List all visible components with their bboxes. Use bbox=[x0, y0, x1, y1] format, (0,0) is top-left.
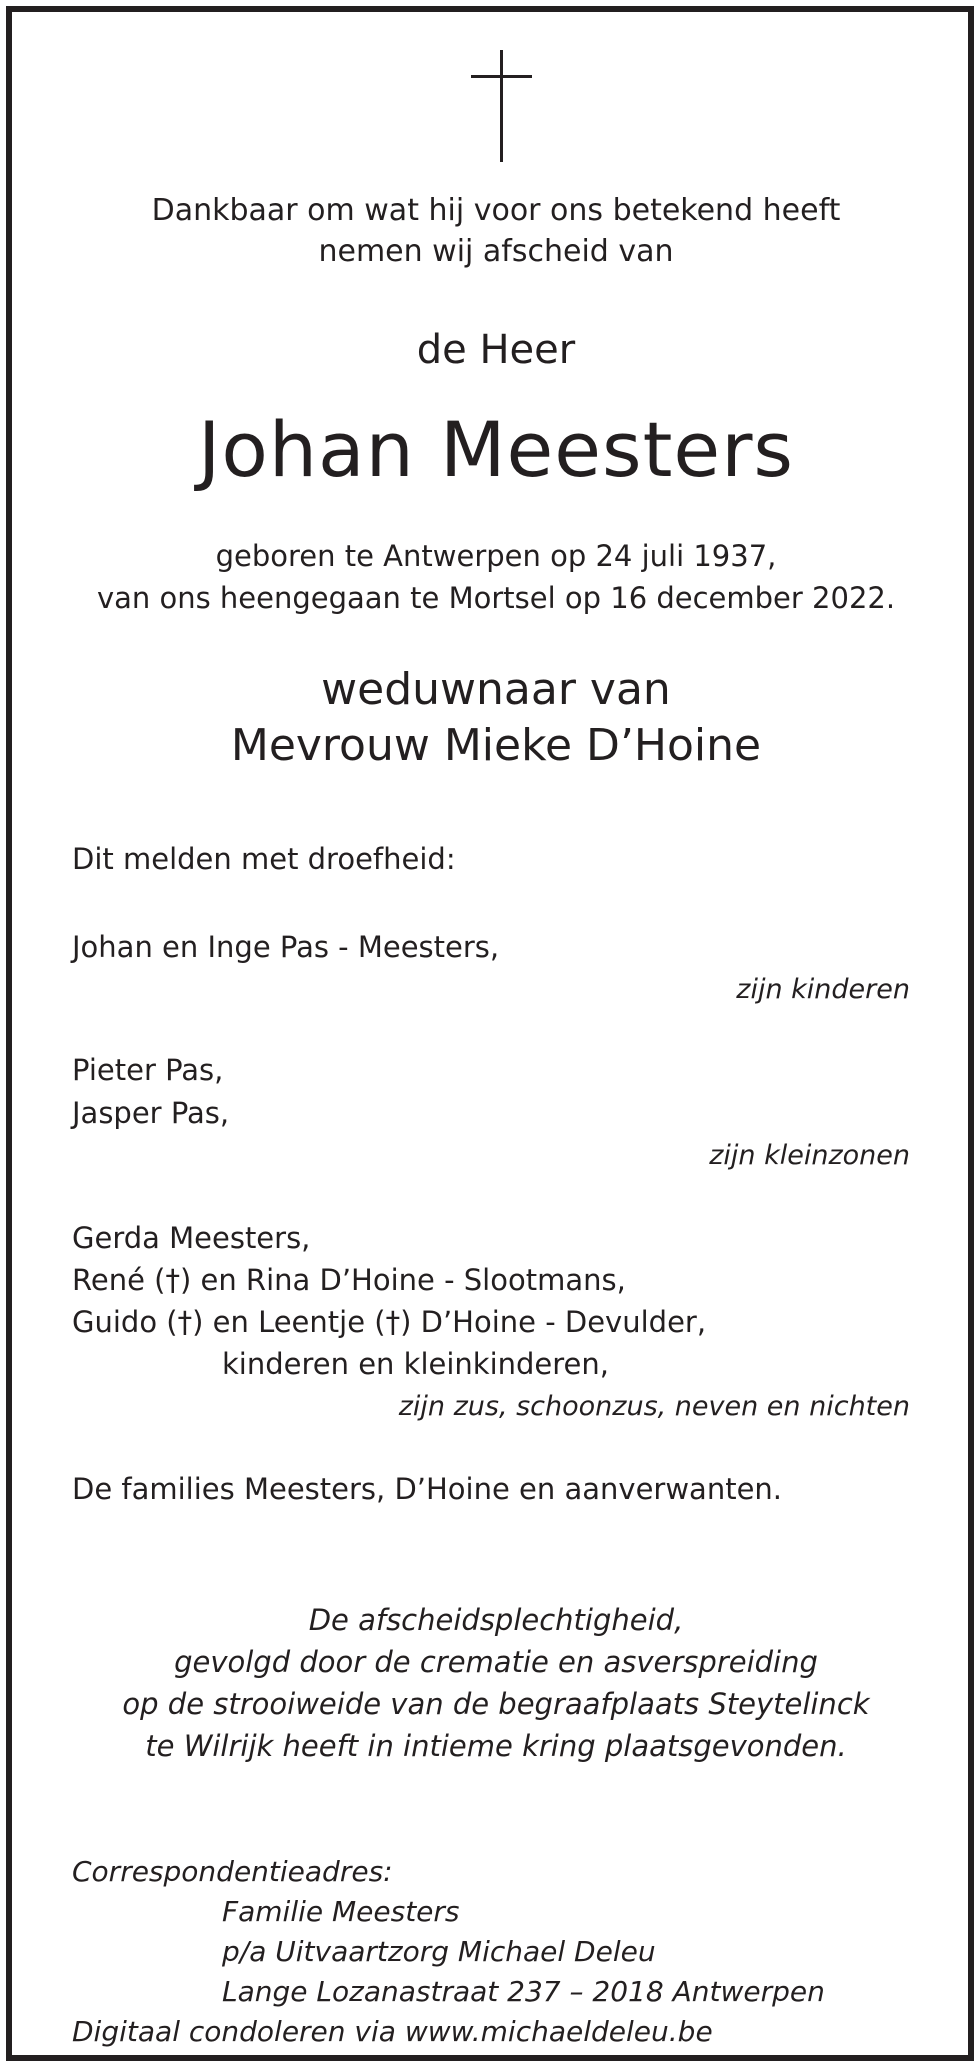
correspondence-line: Familie Meesters bbox=[222, 1895, 460, 1928]
deceased-name: Johan Meesters bbox=[197, 405, 795, 494]
sibling-name: Gerda Meesters, bbox=[72, 1221, 311, 1255]
widow-label: weduwnaar van bbox=[321, 664, 671, 715]
siblings-extra: kinderen en kleinkinderen, bbox=[222, 1347, 609, 1381]
spouse-name: Mevrouw Mieke D’Hoine bbox=[230, 720, 762, 771]
ceremony-line: te Wilrijk heeft in intieme kring plaatsgevonden. bbox=[145, 1729, 847, 1763]
online-condolence: Digitaal condoleren via www.michaeldeleu.be bbox=[72, 2015, 713, 2048]
ceremony-text bbox=[12, 1599, 980, 1767]
intro-line-2: nemen wij afscheid van bbox=[318, 234, 674, 269]
intro-text bbox=[12, 190, 980, 272]
children-relation: zijn kinderen bbox=[736, 974, 910, 1005]
life-dates bbox=[12, 535, 980, 619]
obituary-frame bbox=[6, 6, 974, 2061]
children-names: Johan en Inge Pas - Meesters, bbox=[72, 930, 500, 964]
grandson-name: Jasper Pas, bbox=[72, 1096, 230, 1130]
intro-line-1: Dankbaar om wat hij voor ons betekend heeft bbox=[151, 193, 841, 228]
ceremony-line: op de strooiweide van de begraafplaats Steytelinck bbox=[122, 1687, 870, 1721]
siblings-relation: zijn zus, schoonzus, neven en nichten bbox=[398, 1391, 910, 1422]
ceremony-line: De afscheidsplechtigheid, bbox=[308, 1603, 684, 1637]
death-line: van ons heengegaan te Mortsel op 16 december 2022. bbox=[96, 581, 896, 615]
ceremony-line: gevolgd door de crematie en asverspreiding bbox=[174, 1645, 818, 1679]
birth-line: geboren te Antwerpen op 24 juli 1937, bbox=[215, 539, 777, 573]
families-line: De families Meesters, D’Hoine en aanverwanten. bbox=[72, 1472, 783, 1506]
honorific: de Heer bbox=[416, 327, 576, 373]
grandson-name: Pieter Pas, bbox=[72, 1053, 224, 1087]
announce-text: Dit melden met droefheid: bbox=[72, 842, 456, 876]
sibling-name: René (†) en Rina D’Hoine - Slootmans, bbox=[72, 1263, 626, 1297]
grandsons-relation: zijn kleinzonen bbox=[709, 1140, 910, 1171]
correspondence-label: Correspondentieadres: bbox=[72, 1855, 393, 1888]
correspondence-line: Lange Lozanastraat 237 – 2018 Antwerpen bbox=[222, 1975, 825, 2008]
correspondence-line: p/a Uitvaartzorg Michael Deleu bbox=[222, 1935, 656, 1968]
widow-of bbox=[12, 662, 980, 774]
sibling-name: Guido (†) en Leentje (†) D’Hoine - Devulder, bbox=[72, 1305, 707, 1339]
